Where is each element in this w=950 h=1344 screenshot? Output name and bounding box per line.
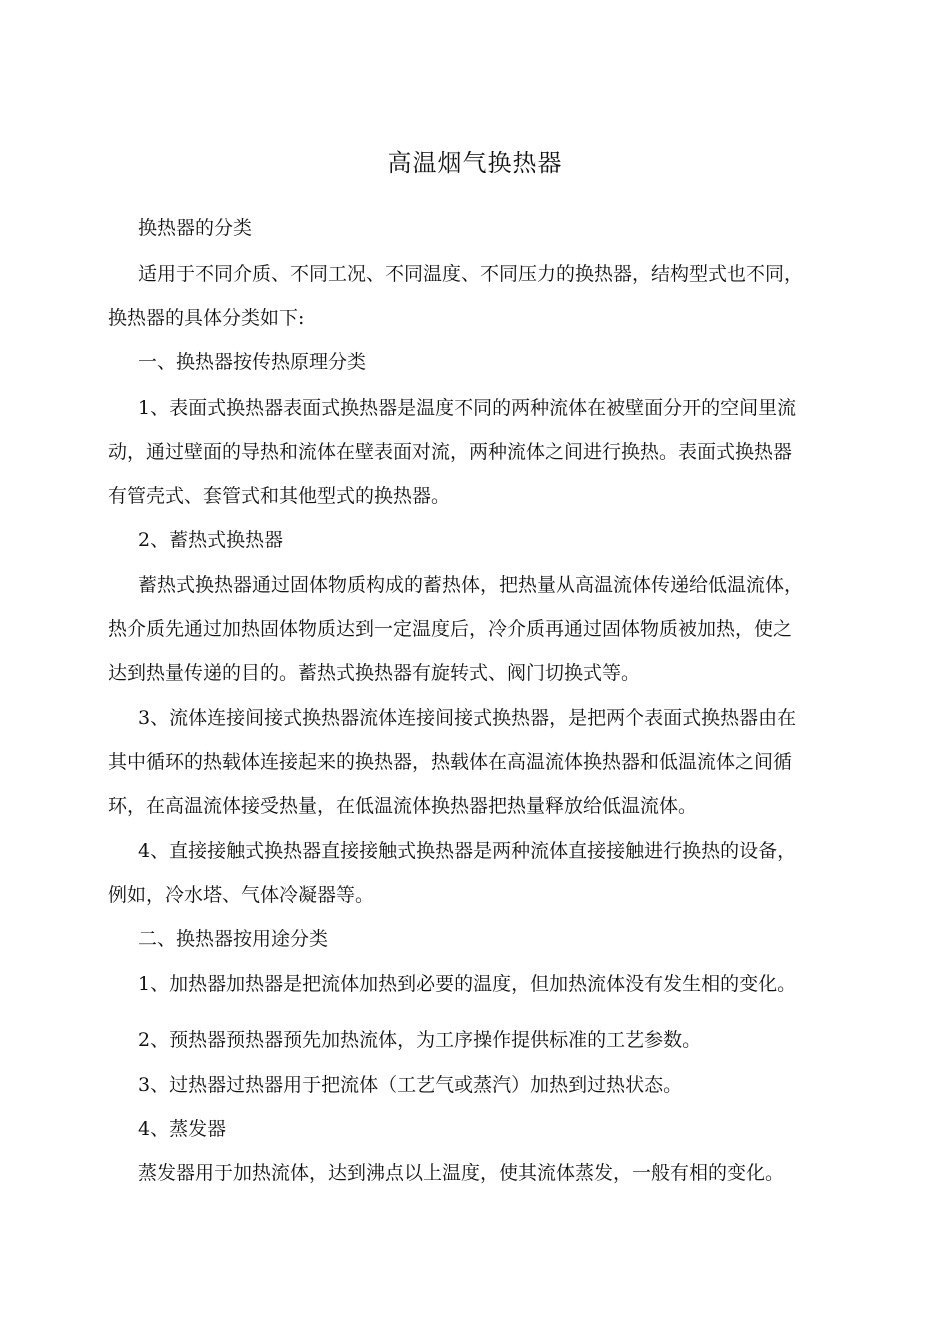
paragraph-line: 换热器的具体分类如下: [108,307,305,329]
paragraph-line: 例如，冷水塔、气体冷凝器等。 [108,884,375,906]
paragraph-line: 热介质先通过加热固体物质达到一定温度后，冷介质再通过固体物质被加热，使之 [108,618,793,640]
paragraph-line: 1、表面式换热器表面式换热器是温度不同的两种流体在被壁面分开的空间里流 [138,397,797,419]
subsection-heading: 4、蒸发器 [138,1118,227,1140]
paragraph-line: 2、预热器预热器预先加热流体，为工序操作提供标准的工艺参数。 [138,1029,702,1051]
paragraph-line: 适用于不同介质、不同工况、不同温度、不同压力的换热器，结构型式也不同， [138,263,804,285]
paragraph-line: 3、过热器过热器用于把流体（工艺气或蒸汽）加热到过热状态。 [138,1074,683,1096]
paragraph-line: 其中循环的热载体连接起来的换热器，热载体在高温流体换热器和低温流体之间循 [108,751,793,773]
paragraph-line: 3、流体连接间接式换热器流体连接间接式换热器，是把两个表面式换热器由在 [138,707,797,729]
paragraph-line: 4、直接接触式换热器直接接触式换热器是两种流体直接接触进行换热的设备， [138,840,797,862]
paragraph-line: 达到热量传递的目的。蓄热式换热器有旋转式、阀门切换式等。 [108,662,641,684]
paragraph-line: 有管壳式、套管式和其他型式的换热器。 [108,485,451,507]
paragraph-line: 动，通过壁面的导热和流体在壁表面对流，两种流体之间进行换热。表面式换热器 [108,441,793,463]
paragraph-line: 蒸发器用于加热流体，达到沸点以上温度，使其流体蒸发，一般有相的变化。 [138,1162,785,1184]
section-heading: 换热器的分类 [138,217,253,239]
section-heading: 二、换热器按用途分类 [138,928,329,950]
paragraph-line: 蓄热式换热器通过固体物质构成的蓄热体，把热量从高温流体传递给低温流体， [138,574,804,596]
document-title: 高温烟气换热器 [387,149,563,177]
paragraph-line: 1、加热器加热器是把流体加热到必要的温度，但加热流体没有发生相的变化。 [138,973,797,995]
subsection-heading: 2、蓄热式换热器 [138,529,284,551]
paragraph-line: 环，在高温流体接受热量，在低温流体换热器把热量释放给低温流体。 [108,795,698,817]
section-heading: 一、换热器按传热原理分类 [138,351,367,373]
